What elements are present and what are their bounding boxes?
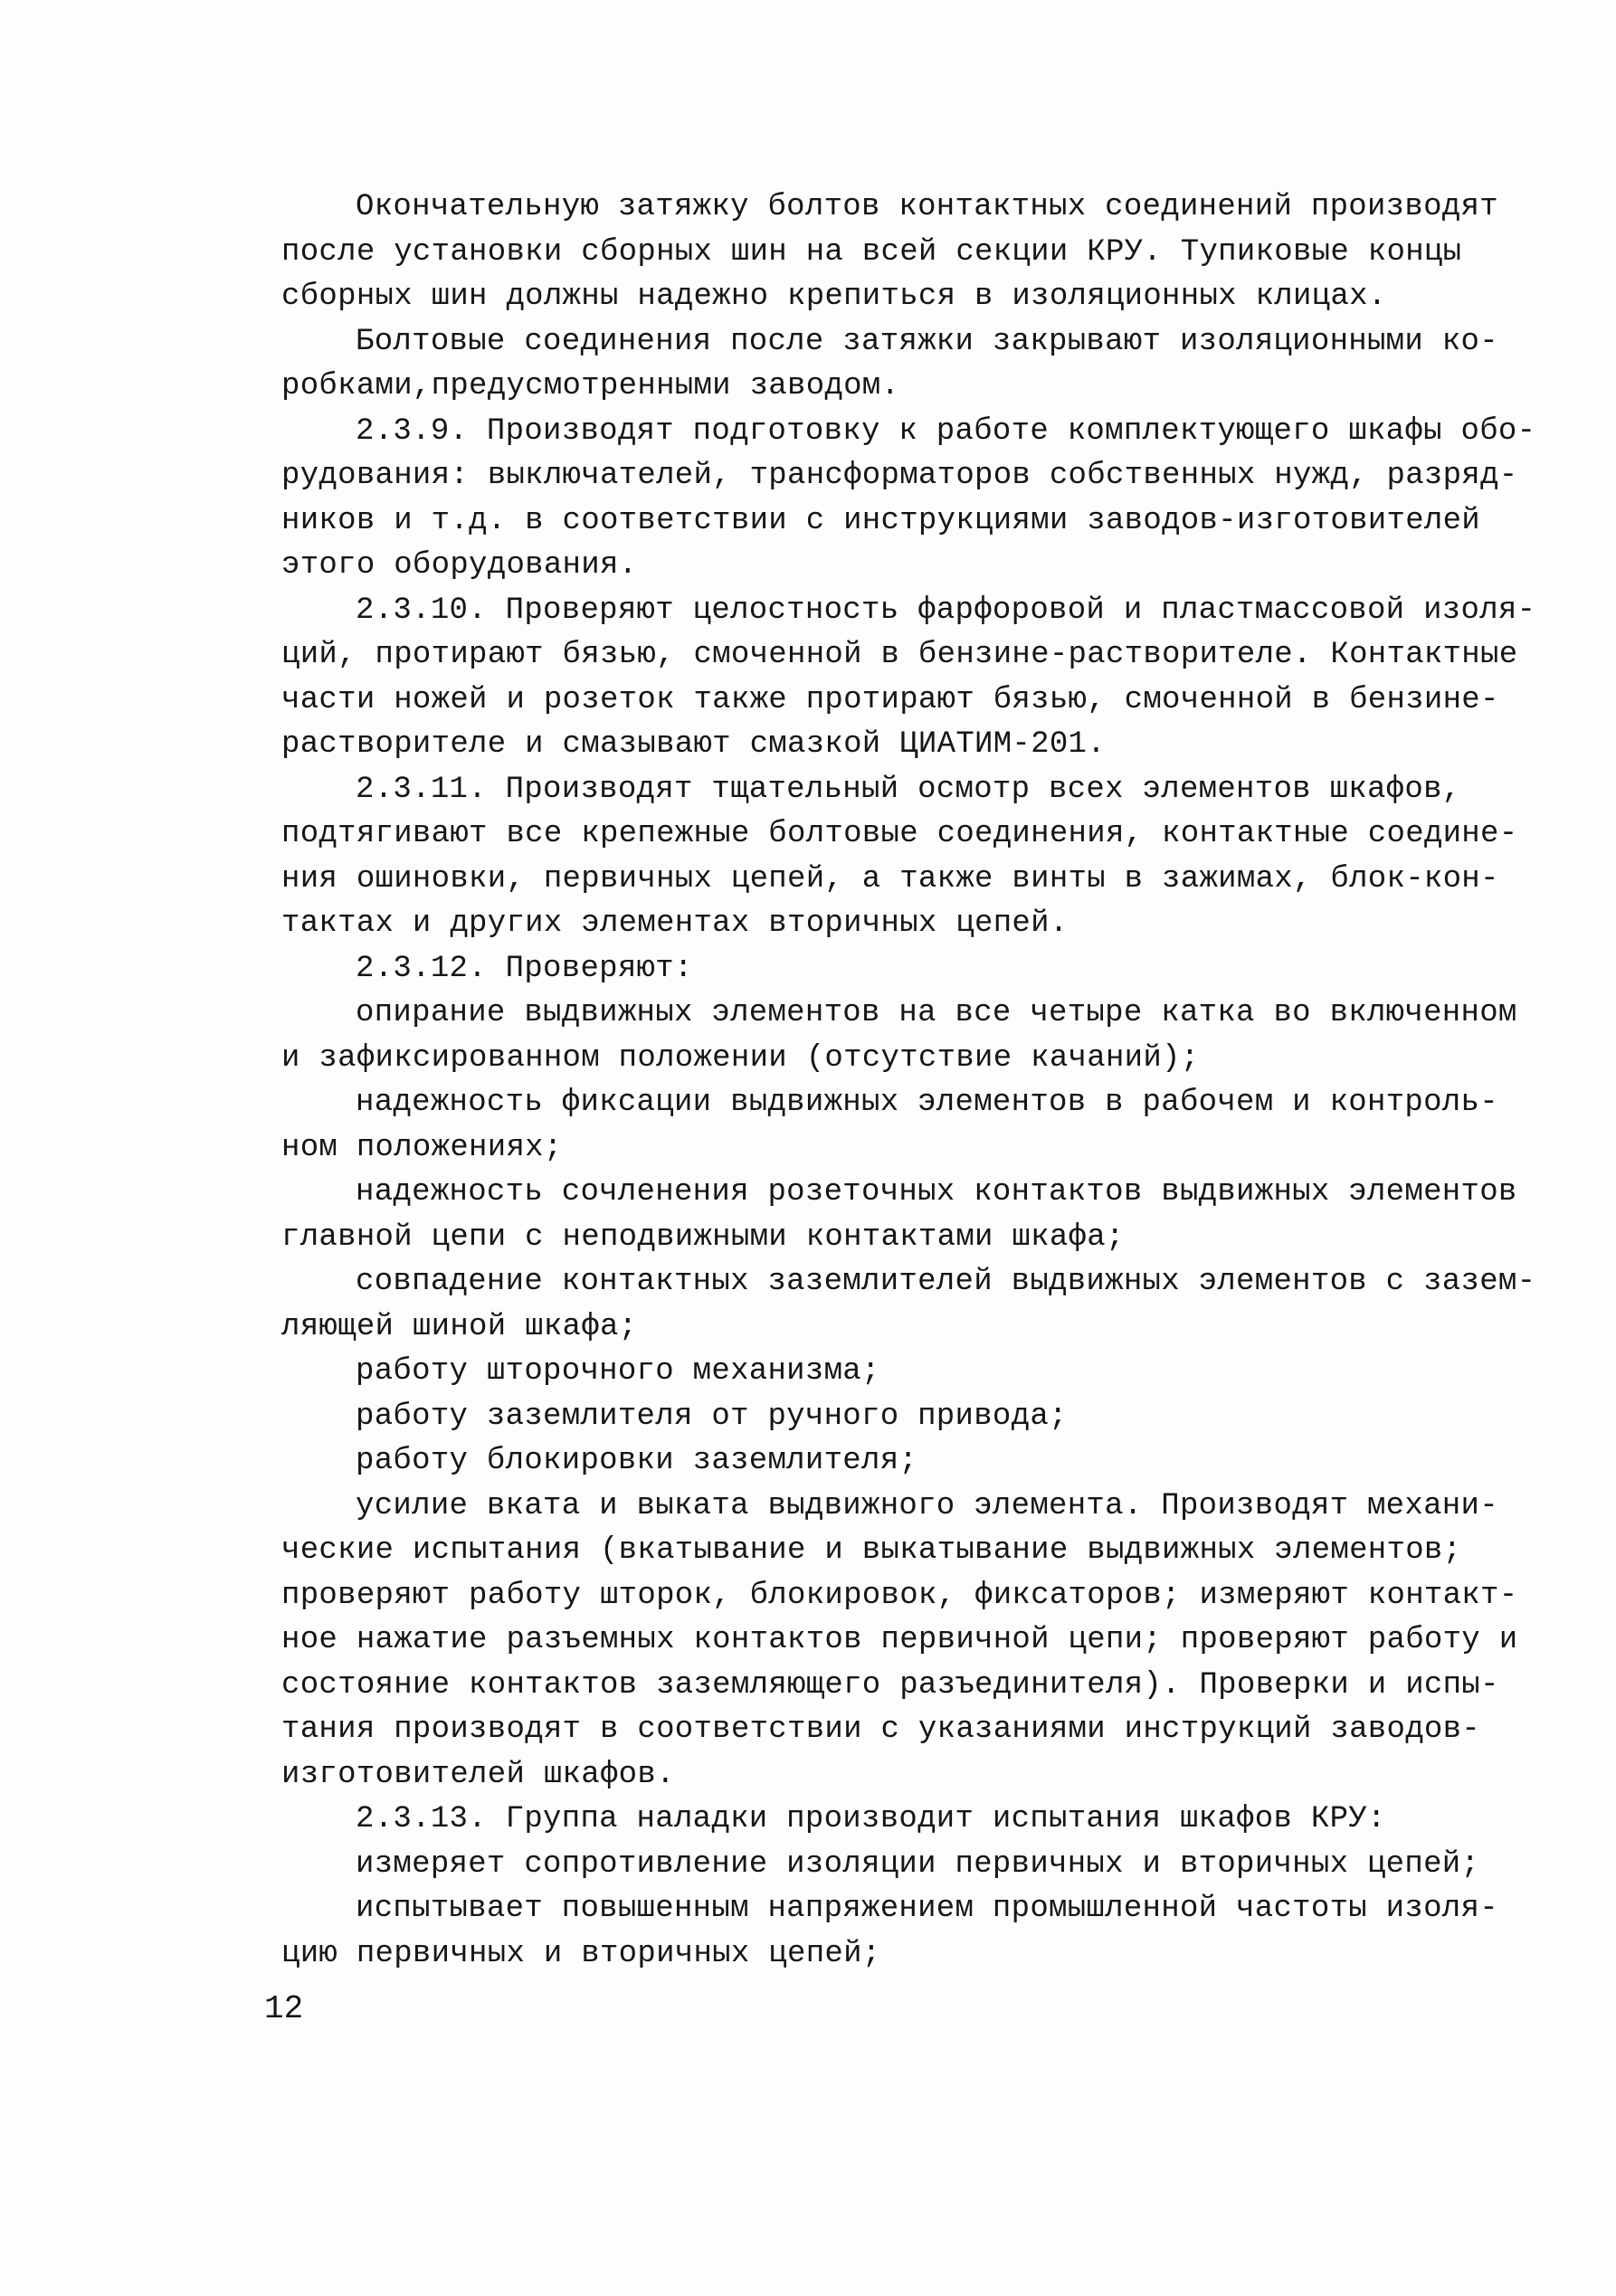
text-line: растворителе и смазывают смазкой ЦИАТИМ-201. [281, 727, 1106, 762]
text-line: состояние контактов заземляющего разъединителя). Проверки и испы- [281, 1667, 1499, 1703]
text-line: надежность сочленения розеточных контактов выдвижных элементов [356, 1175, 1517, 1210]
text-line: части ножей и розеток также протирают бязью, смоченной в бензине- [281, 682, 1499, 717]
text-line: тания производят в соответствии с указаниями инструкций заводов- [281, 1713, 1481, 1747]
text-line: 2.3.13. Группа наладки производит испытания шкафов КРУ: [356, 1802, 1386, 1836]
text-line: совпадение контактных заземлителей выдвижных элементов с зазем- [356, 1265, 1536, 1299]
text-line: надежность фиксации выдвижных элементов в рабочем и контроль- [356, 1086, 1498, 1120]
text-line: ций, протирают бязью, смоченной в бензине-растворителе. Контактные [281, 638, 1518, 672]
text-line: Окончательную затяжку болтов контактных соединений производят [356, 190, 1498, 224]
text-line: измеряет сопротивление изоляции первичных и вторичных цепей; [356, 1846, 1480, 1882]
page-number: 12 [264, 1990, 304, 2027]
text-line: 2.3.10. Проверяют целостность фарфоровой и пластмассовой изоля- [356, 593, 1536, 628]
text-line: опирание выдвижных элементов на все четыре катка во включенном [356, 996, 1517, 1030]
text-line: робками,предусмотренными заводом. [281, 369, 900, 403]
text-line: этого оборудования. [281, 548, 638, 583]
text-line: 2.3.11. Производят тщательный осмотр всех элементов шкафов, [356, 772, 1461, 807]
text-line: цию первичных и вторичных цепей; [281, 1936, 881, 1971]
text-line: главной цепи с неподвижными контактами шкафа; [281, 1219, 1125, 1255]
text-line: ное нажатие разъемных контактов первичной цепи; проверяют работу и [281, 1623, 1518, 1657]
text-line: работу заземлителя от ручного привода; [356, 1399, 1068, 1434]
text-line: усилие вката и выката выдвижного элемента. Производят механи- [356, 1488, 1498, 1523]
text-line: подтягивают все крепежные болтовые соединения, контактные соедине- [281, 817, 1518, 851]
text-line: ном положениях; [281, 1130, 563, 1165]
text-line: 2.3.12. Проверяют: [356, 951, 693, 986]
text-line: работу блокировки заземлителя; [356, 1444, 918, 1478]
text-line: ляющей шиной шкафа; [281, 1309, 638, 1344]
text-line: рудования: выключателей, трансформаторов собственных нужд, разряд- [281, 459, 1518, 493]
text-line: после установки сборных шин на всей секции КРУ. Тупиковые концы [281, 234, 1462, 270]
text-line: работу шторочного механизма; [356, 1354, 880, 1389]
text-line: ческие испытания (вкатывание и выкатывание выдвижных элементов; [281, 1533, 1462, 1568]
text-line: проверяют работу шторок, блокировок, фиксаторов; измеряют контакт- [281, 1578, 1518, 1613]
text-line: и зафиксированном положении (отсутствие качаний); [281, 1040, 1200, 1076]
text-line: ников и т.д. в соответствии с инструкциями заводов-изготовителей [281, 503, 1481, 538]
text-line: сборных шин должны надежно крепиться в изоляционных клицах. [281, 280, 1387, 314]
body-text [281, 185, 1536, 1977]
text-line: тактах и других элементах вторичных цепей. [281, 906, 1069, 941]
text-line: испытывает повышенным напряжением промышленной частоты изоля- [356, 1892, 1498, 1926]
text-line: 2.3.9. Производят подготовку к работе комплектующего шкафы обо- [356, 413, 1536, 449]
text-line: изготовителей шкафов. [281, 1757, 675, 1792]
text-line: Болтовые соединения после затяжки закрывают изоляционными ко- [356, 324, 1498, 359]
text-line: ния ошиновки, первичных цепей, а также винты в зажимах, блок-кон- [281, 861, 1499, 897]
